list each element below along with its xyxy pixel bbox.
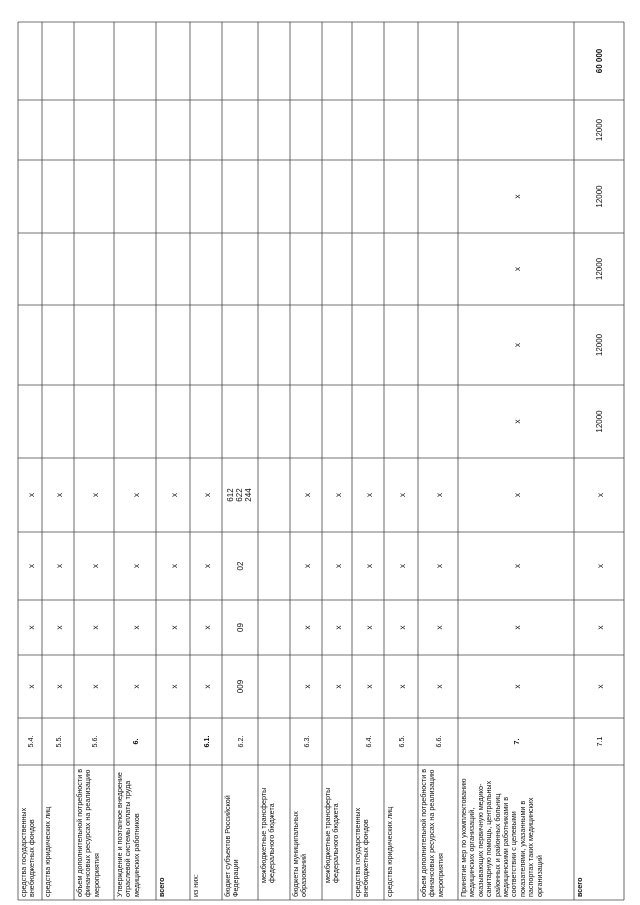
table-cell: x: [364, 492, 374, 498]
table-cell: [224, 388, 258, 455]
row-number: 6.: [131, 738, 140, 745]
table-cell: [420, 308, 458, 382]
row-label: бюджеты муниципальных образований: [291, 811, 309, 897]
table-cell: [386, 308, 418, 382]
table-cell: [260, 25, 290, 97]
row-label: бюджет субъектов Российской Федерации: [223, 795, 241, 897]
row-number: 6.6.: [434, 735, 443, 748]
table-cell: x: [54, 684, 64, 689]
table-cell: 60 000: [595, 48, 604, 74]
table-cell: [158, 103, 190, 157]
table-cell: [192, 236, 222, 302]
table-cell: x: [131, 492, 141, 498]
table-cell: [260, 388, 290, 455]
table-cell: 009: [236, 679, 245, 694]
table-cell: 12000: [595, 257, 604, 281]
table-cell: [354, 308, 384, 382]
table-cell: x: [397, 684, 407, 689]
table-cell: [116, 236, 156, 302]
table-cell: [260, 163, 290, 230]
row-number: 6.1.: [202, 735, 211, 748]
table-cell: x: [169, 625, 179, 630]
table-cell: [292, 308, 322, 382]
table-cell: x: [202, 492, 212, 498]
table-cell: [354, 163, 384, 230]
table-cell: [386, 388, 418, 455]
table-cell: [292, 103, 322, 157]
table-cell: [292, 25, 322, 97]
table-cell: [76, 308, 114, 382]
table-cell: [192, 25, 222, 97]
table-cell: x: [364, 563, 374, 569]
table-cell: [386, 163, 418, 230]
table-cell: [44, 308, 74, 382]
table-cell: [324, 25, 352, 97]
table-cell: [20, 236, 42, 302]
row-label: Утверждение и поэтапное внедрение отраслевой системы оплаты труда медицинских работников: [115, 772, 141, 897]
table-cell: [260, 461, 290, 529]
table-cell: [20, 163, 42, 230]
table-cell: [76, 388, 114, 455]
row-label: всего: [157, 877, 166, 897]
table-cell: x: [434, 492, 444, 498]
table-cell: x: [90, 492, 100, 498]
row-label: средства юридических лиц: [43, 806, 52, 897]
table-cell: 02: [236, 561, 245, 571]
row-number: 6.4.: [364, 735, 373, 748]
table-cell: x: [131, 563, 141, 569]
table-cell: [420, 388, 458, 455]
table-cell: x: [302, 492, 312, 498]
row-number: 5.6.: [90, 735, 99, 748]
table-cell: x: [333, 684, 343, 689]
table-cell: [354, 388, 384, 455]
table-cell: [260, 236, 290, 302]
table-cell: [386, 25, 418, 97]
row-number: 7.1: [595, 736, 604, 747]
table-cell: x: [512, 625, 522, 630]
table-cell: [116, 308, 156, 382]
table-cell: [158, 388, 190, 455]
table-cell: [292, 163, 322, 230]
table-cell: [158, 163, 190, 230]
table-cell: 612 622 244: [226, 488, 253, 502]
table-cell: x: [434, 684, 444, 689]
table-cell: x: [434, 563, 444, 569]
table-cell: x: [26, 684, 36, 689]
table-cell: x: [512, 563, 522, 569]
table-cell: [292, 236, 322, 302]
row-number: 7.: [512, 738, 521, 745]
row-number: [158, 721, 190, 762]
row-number: [324, 721, 352, 762]
table-cell: [324, 236, 352, 302]
table-cell: x: [512, 684, 522, 689]
table-cell: x: [595, 492, 605, 498]
table-cell: x: [54, 625, 64, 630]
row-label: межбюджетные трансферты федерального бюджета: [323, 787, 341, 883]
table-cell: x: [54, 563, 64, 569]
table-cell: [460, 103, 574, 157]
table-cell: x: [54, 492, 64, 498]
table-cell: x: [333, 625, 343, 630]
table-cell: x: [26, 563, 36, 569]
table-cell: [44, 163, 74, 230]
table-cell: [324, 308, 352, 382]
table-cell: 12000: [595, 118, 604, 142]
table-cell: [324, 163, 352, 230]
row-number: 6.5.: [397, 735, 406, 748]
table-cell: [420, 25, 458, 97]
table-cell: [116, 388, 156, 455]
table-cell: x: [364, 625, 374, 630]
table-cell: [260, 603, 290, 652]
table-cell: x: [595, 684, 605, 689]
table-cell: [44, 236, 74, 302]
table-cell: [192, 308, 222, 382]
row-label: средства государственных внебюджетных фондов: [19, 807, 37, 897]
row-label: объем дополнительной потребности в финансовых ресурсах на реализацию мероприятия: [419, 768, 445, 897]
table-cell: [116, 25, 156, 97]
table-cell: x: [364, 684, 374, 689]
table-cell: x: [169, 563, 179, 569]
table-cell: x: [169, 684, 179, 689]
table-cell: [116, 163, 156, 230]
table-cell: [324, 103, 352, 157]
table-cell: [192, 163, 222, 230]
table-cell: x: [90, 563, 100, 569]
table-cell: [158, 236, 190, 302]
table-cell: [76, 236, 114, 302]
table-cell: 12000: [595, 185, 604, 208]
table-cell: x: [397, 492, 407, 498]
table-cell: [260, 658, 290, 715]
table-cell: x: [302, 563, 312, 569]
table-cell: [386, 236, 418, 302]
table-cell: [44, 388, 74, 455]
table-cell: x: [512, 266, 522, 272]
table-cell: x: [333, 492, 343, 498]
table-cell: x: [90, 684, 100, 689]
table-cell: [224, 308, 258, 382]
table-cell: [292, 388, 322, 455]
row-number: 5.4.: [26, 735, 35, 748]
table-cell: [224, 163, 258, 230]
table-cell: [260, 308, 290, 382]
table-cell: [260, 103, 290, 157]
row-label: средства юридических лиц: [385, 806, 394, 897]
table-cell: [224, 25, 258, 97]
table-cell: x: [90, 625, 100, 630]
table-cell: [354, 103, 384, 157]
table-cell: x: [595, 563, 605, 569]
table-cell: 12000: [595, 333, 604, 357]
table-cell: [44, 25, 74, 97]
table-cell: [158, 25, 190, 97]
table-cell: x: [26, 492, 36, 498]
table-cell: x: [202, 625, 212, 630]
table-cell: x: [131, 625, 141, 630]
table-cell: x: [202, 563, 212, 569]
row-number: 5.5.: [54, 735, 63, 748]
table-cell: [20, 25, 42, 97]
row-label: межбюджетные трансферты федерального бюджета: [259, 787, 277, 883]
row-number: [260, 721, 290, 762]
table-cell: x: [512, 342, 522, 348]
table-cell: x: [333, 563, 343, 569]
table-cell: [20, 388, 42, 455]
table-cell: [44, 103, 74, 157]
table-cell: [76, 25, 114, 97]
row-number: 6.3.: [302, 735, 311, 748]
table-cell: 09: [236, 623, 245, 632]
table-cell: [76, 103, 114, 157]
table-cell: [158, 308, 190, 382]
row-label: из них:: [191, 874, 200, 897]
table-cell: [354, 236, 384, 302]
table-cell: x: [512, 419, 522, 424]
table-cell: [420, 236, 458, 302]
table-cell: x: [595, 625, 605, 630]
table-cell: [386, 103, 418, 157]
table-cell: [116, 103, 156, 157]
table-cell: [420, 163, 458, 230]
row-label: объем дополнительной потребности в финансовых ресурсах на реализацию мероприятия: [75, 768, 101, 897]
table-cell: [354, 25, 384, 97]
table-cell: [192, 103, 222, 157]
table-cell: x: [202, 684, 212, 689]
table-cell: [20, 103, 42, 157]
table-cell: [20, 308, 42, 382]
table-cell: x: [131, 684, 141, 689]
row-label: средства государственных внебюджетных фондов: [353, 807, 371, 897]
table-cell: x: [512, 194, 522, 199]
table-cell: x: [397, 563, 407, 569]
table-cell: x: [302, 625, 312, 630]
table-cell: 12000: [595, 410, 604, 433]
row-label: Принятие мер по укомплектованию медицинских организаций, оказывающих первичную медико-санитарную помощь, центральных районных и районных больниц медицинскими работниками в соответствии с целевыми показателями, указанными в паспортах таких медицинских организаций: [459, 778, 544, 897]
table-cell: [192, 388, 222, 455]
table-cell: [324, 388, 352, 455]
table-cell: [224, 236, 258, 302]
table-cell: x: [169, 492, 179, 498]
row-label: всего: [575, 877, 584, 897]
table-cell: x: [512, 492, 522, 498]
table-cell: [76, 163, 114, 230]
row-number: 6.2.: [236, 735, 245, 748]
table-cell: [224, 103, 258, 157]
table-cell: x: [434, 625, 444, 630]
table-cell: [420, 103, 458, 157]
table-cell: [460, 25, 574, 97]
table-cell: x: [26, 625, 36, 630]
table-cell: x: [397, 625, 407, 630]
table-cell: x: [302, 684, 312, 689]
table-cell: [260, 535, 290, 597]
